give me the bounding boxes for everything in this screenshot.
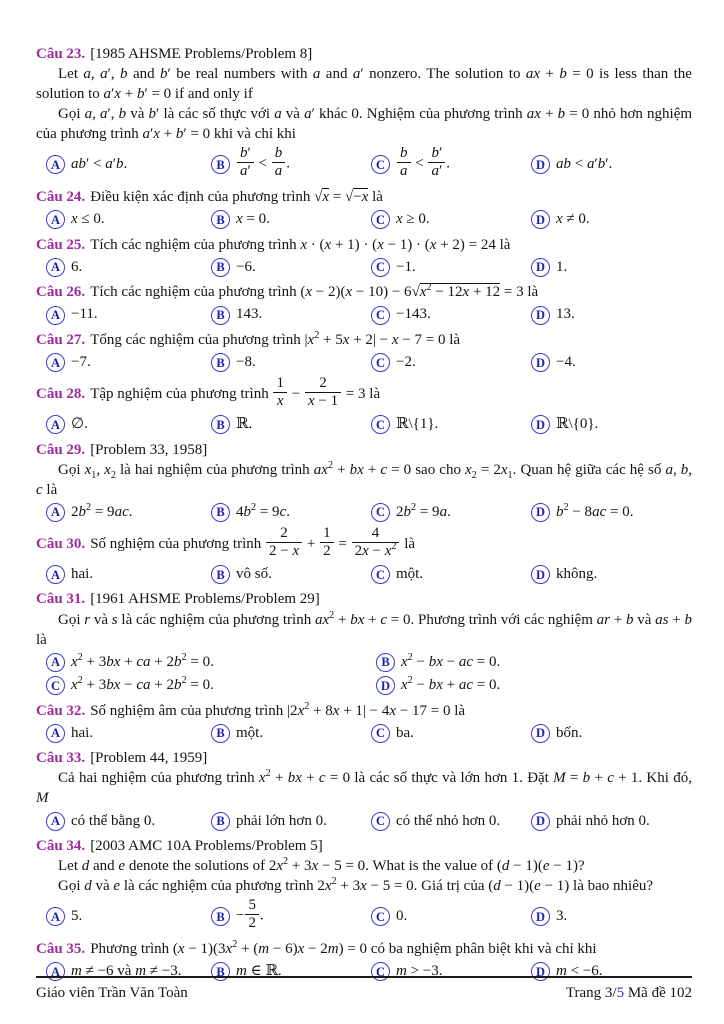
choice-text: −11. xyxy=(71,306,98,323)
question xyxy=(36,282,692,327)
question-label: Câu 23. xyxy=(36,46,86,62)
choice-text: hai. xyxy=(71,565,94,582)
choices-row xyxy=(36,413,692,437)
choice-letter-badge: A xyxy=(46,415,65,434)
choice-text: 13. xyxy=(556,306,575,323)
choices-row xyxy=(36,810,692,834)
question xyxy=(36,377,692,436)
question-lead-text: Tích các nghiệm của phương trình $(x - 2)(x - 10) - 6√x^2 - 12x + 12 = 3$ là xyxy=(90,282,539,301)
choice-letter-badge: B xyxy=(211,962,230,981)
question-paragraph: Gọi a, a′, b và b′ là các số thực với a và a′ khác 0. Nghiệm của phương trình ax + b = 0 nhỏ hơn nghiệm của phương trình a′x + b′ = 0 khi và chỉ khi xyxy=(36,106,693,143)
choice-text: ab′ < a′b. xyxy=(71,156,128,173)
choices-row xyxy=(36,501,692,525)
choice-text: −2. xyxy=(396,353,416,370)
choice-text: $x^2$ − bx + ac = 0. xyxy=(401,675,501,694)
choice-letter-badge: A xyxy=(46,812,65,831)
choice-option-A xyxy=(46,303,211,327)
choice-letter-badge: D xyxy=(531,812,550,831)
choice-option-B xyxy=(211,722,371,746)
choice-text: $4b^2 = 9c$. xyxy=(236,501,290,520)
choice-option-A xyxy=(46,501,211,525)
choice-option-A xyxy=(46,897,211,936)
choice-text: 0. xyxy=(396,907,408,924)
choice-letter-badge: C xyxy=(371,724,390,743)
choice-option-C xyxy=(371,303,531,327)
choice-text: một. xyxy=(236,724,264,741)
question xyxy=(36,44,692,184)
choice-letter-badge: A xyxy=(46,210,65,229)
choice-text: $x^2$ − bx − ac = 0. xyxy=(401,651,501,670)
choice-letter-badge: A xyxy=(46,155,65,174)
footer-page-info xyxy=(566,985,692,1002)
question-heading xyxy=(36,44,692,64)
choice-option-D xyxy=(531,208,692,232)
choice-option-C xyxy=(371,501,531,525)
choice-option-A xyxy=(46,563,211,587)
choice-option-A xyxy=(46,810,211,834)
choice-text: ℝ\{1}. xyxy=(396,416,439,433)
choice-letter-badge: C xyxy=(371,258,390,277)
question-label: Câu 30. xyxy=(36,536,86,553)
question-paragraph: Cả hai nghiệm của phương trình $x^2$ + bx + c = 0 là các số thực và lớn hơn 1. Đặt M = b + c + 1. Khi đó, M xyxy=(36,768,692,807)
question-label: Câu 32. xyxy=(36,702,86,719)
question-lead-text: Số nghiệm âm của phương trình $|2x^2 + 8x + 1| - 4x - 17 = 0$ là xyxy=(90,700,466,719)
choice-text: m > −3. xyxy=(396,963,443,980)
choice-letter-badge: C xyxy=(371,907,390,926)
choice-text: vô số. xyxy=(236,565,272,582)
choice-text: 6. xyxy=(71,258,83,275)
choice-option-D xyxy=(531,897,692,936)
question-lead-text: [1985 AHSME Problems/Problem 8] xyxy=(90,46,313,62)
choice-option-D xyxy=(531,722,692,746)
choice-text: −7. xyxy=(71,353,91,370)
choice-text: ∅. xyxy=(71,416,88,433)
choice-option-D xyxy=(531,145,692,184)
footer-page-total-link[interactable]: 5 xyxy=(616,985,625,1001)
choice-text: một. xyxy=(396,565,424,582)
question xyxy=(36,330,692,375)
question-lead-text: Tổng các nghiệm của phương trình $|x^2 + 5x + 2| - x - 7 = 0$ là xyxy=(90,329,461,348)
choice-letter-badge: B xyxy=(211,907,230,926)
choice-letter-badge: C xyxy=(371,306,390,325)
choice-letter-badge: A xyxy=(46,258,65,277)
choice-text: $2b^2 = 9a$. xyxy=(396,501,451,520)
choice-option-B xyxy=(211,413,371,437)
choice-letter-badge: A xyxy=(46,353,65,372)
choice-option-A xyxy=(46,722,211,746)
question-label: Câu 29. xyxy=(36,441,86,458)
question xyxy=(36,836,692,936)
choice-letter-badge: D xyxy=(531,907,550,926)
question-label: Câu 35. xyxy=(36,940,86,957)
choice-letter-badge: B xyxy=(211,565,230,584)
choice-text: m < −6. xyxy=(556,963,603,980)
choice-option-B xyxy=(211,208,371,232)
choice-text: x ≥ 0. xyxy=(396,211,430,228)
choice-letter-badge: D xyxy=(531,258,550,277)
choice-letter-badge: D xyxy=(531,565,550,584)
choice-letter-badge: C xyxy=(371,565,390,584)
question xyxy=(36,235,692,280)
choice-text: có thể nhỏ hơn 0. xyxy=(396,812,501,829)
choice-letter-badge: D xyxy=(531,724,550,743)
choice-option-A xyxy=(46,208,211,232)
choice-letter-badge: D xyxy=(531,155,550,174)
question-heading xyxy=(36,748,692,768)
question-lead-text: Tập nghiệm của phương trình $\frac{1}{x}$ − $\frac{2}{x - 1}$ = 3 là xyxy=(90,375,381,410)
choice-option-B xyxy=(211,563,371,587)
choices-row xyxy=(36,145,692,184)
choice-option-C xyxy=(371,722,531,746)
question-label: Câu 25. xyxy=(36,236,86,253)
choice-option-C xyxy=(46,674,376,698)
choice-option-D xyxy=(376,674,692,698)
choice-text: phải lớn hơn 0. xyxy=(236,812,327,829)
choice-text: 143. xyxy=(236,306,263,323)
choice-text: ba. xyxy=(396,724,414,741)
choice-letter-badge: C xyxy=(371,415,390,434)
choice-option-A xyxy=(46,651,376,675)
footer-divider xyxy=(36,976,692,978)
choice-text: ℝ. xyxy=(236,416,253,433)
footer-exam-code: Mã đề 102 xyxy=(624,985,692,1001)
choice-text: m ∈ ℝ. xyxy=(236,963,282,980)
choice-letter-badge: B xyxy=(376,653,395,672)
choice-letter-badge: D xyxy=(531,962,550,981)
choice-text: −1. xyxy=(396,258,416,275)
question-lead-text: [1961 AHSME Problems/Problem 29] xyxy=(90,591,320,608)
question-heading xyxy=(36,235,692,255)
choice-letter-badge: D xyxy=(531,415,550,434)
choice-letter-badge: C xyxy=(371,353,390,372)
choice-letter-badge: B xyxy=(211,812,230,831)
question-label: Câu 27. xyxy=(36,331,86,348)
choice-text: có thể bằng 0. xyxy=(71,812,156,829)
choice-letter-badge: B xyxy=(211,503,230,522)
choice-text: x = 0. xyxy=(236,211,270,228)
choice-text: m ≠ −6 và m ≠ −3. xyxy=(71,963,182,980)
choice-option-D xyxy=(531,501,692,525)
choice-option-C xyxy=(371,208,531,232)
choice-letter-badge: A xyxy=(46,724,65,743)
question-lead-text: [Problem 44, 1959] xyxy=(90,750,208,767)
choice-option-B xyxy=(211,145,371,184)
choice-letter-badge: C xyxy=(371,210,390,229)
choice-letter-badge: B xyxy=(211,353,230,372)
question-heading xyxy=(36,187,692,207)
choice-text: $x^2 + 3bx$ + ca + $2b^2 = 0$. xyxy=(71,651,214,670)
choice-letter-badge: C xyxy=(371,962,390,981)
choice-letter-badge: A xyxy=(46,653,65,672)
choice-option-C xyxy=(371,351,531,375)
choice-letter-badge: B xyxy=(211,155,230,174)
choice-option-A xyxy=(46,413,211,437)
choice-option-B xyxy=(211,810,371,834)
question-heading xyxy=(36,701,692,721)
question xyxy=(36,527,692,586)
page-footer xyxy=(36,976,692,1002)
choice-letter-badge: B xyxy=(211,210,230,229)
choice-option-C xyxy=(371,145,531,184)
choice-text: phải nhỏ hơn 0. xyxy=(556,812,650,829)
question-paragraph: Gọi r và s là các nghiệm của phương trình $ax^2$ + bx + c = 0. Phương trình với các nghiệm ar + b và as + b là xyxy=(36,609,692,648)
choice-option-B xyxy=(211,351,371,375)
choice-letter-badge: D xyxy=(531,353,550,372)
choice-letter-badge: A xyxy=(46,907,65,926)
choice-text: không. xyxy=(556,565,598,582)
question-label: Câu 31. xyxy=(36,591,86,608)
question-label: Câu 34. xyxy=(36,838,86,855)
choice-letter-badge: C xyxy=(371,155,390,174)
choice-option-A xyxy=(46,256,211,280)
footer-teacher-name: Giáo viên Trần Văn Toàn xyxy=(36,985,188,1001)
choices-row xyxy=(36,303,692,327)
choice-option-D xyxy=(531,351,692,375)
choice-text: −8. xyxy=(236,353,256,370)
question-label: Câu 24. xyxy=(36,189,86,206)
question-label: Câu 26. xyxy=(36,284,86,301)
choice-option-B xyxy=(211,303,371,327)
choice-letter-badge: A xyxy=(46,565,65,584)
choice-option-C xyxy=(371,413,531,437)
choice-letter-badge: B xyxy=(211,724,230,743)
choice-text: $x^2 + 3bx$ − ca + $2b^2 = 0$. xyxy=(71,675,214,694)
choices-row xyxy=(36,351,692,375)
choice-text: −4. xyxy=(556,353,576,370)
choice-text: 5. xyxy=(71,907,83,924)
question xyxy=(36,440,692,525)
choice-option-A xyxy=(46,351,211,375)
choice-text: 3. xyxy=(556,907,568,924)
choice-text: 1. xyxy=(556,258,568,275)
choice-text: x ≠ 0. xyxy=(556,211,590,228)
choice-text: ab < a′b′. xyxy=(556,156,613,173)
choice-letter-badge: D xyxy=(531,503,550,522)
question-heading xyxy=(36,527,692,562)
question-lead-text: Tích các nghiệm của phương trình x · (x + 1) · (x − 1) · (x + 2) = 24 là xyxy=(90,236,511,253)
choice-option-A xyxy=(46,145,211,184)
question-lead-text: Điều kiện xác định của phương trình √x = √−x là xyxy=(90,189,383,206)
choice-text: $2b^2 = 9ac$. xyxy=(71,501,133,520)
choice-text: $b^2 - 8ac = 0$. xyxy=(556,501,634,520)
choice-option-C xyxy=(371,810,531,834)
question-heading xyxy=(36,330,692,350)
choice-letter-badge: C xyxy=(46,676,65,695)
question-paragraph: Let d and e denote the solutions of $2x^2 + 3x - 5 = 0$. What is the value of (d − 1)(e − 1)? xyxy=(58,856,585,875)
choice-text: −143. xyxy=(396,306,431,323)
choice-letter-badge: B xyxy=(211,258,230,277)
question-heading xyxy=(36,440,692,460)
choice-option-D xyxy=(531,256,692,280)
choice-option-D xyxy=(531,810,692,834)
choices-row xyxy=(36,722,692,746)
choice-option-B xyxy=(376,651,692,675)
choice-option-B xyxy=(211,256,371,280)
questions-list xyxy=(36,44,692,984)
question-heading xyxy=(36,589,692,609)
choice-letter-badge: A xyxy=(46,503,65,522)
choice-letter-badge: D xyxy=(531,210,550,229)
choice-text: hai. xyxy=(71,724,94,741)
choice-letter-badge: C xyxy=(371,812,390,831)
question-lead-text: [Problem 33, 1958] xyxy=(90,441,208,458)
question-lead-text: [2003 AMC 10A Problems/Problem 5] xyxy=(90,838,323,855)
choice-letter-badge: D xyxy=(376,676,395,695)
choices-row xyxy=(36,897,692,936)
choice-option-B xyxy=(211,501,371,525)
question-lead-text: Số nghiệm của phương trình $\frac{2}{2 - x}$ + $\frac{1}{2}$ = $\frac{4}{2x - x^2}$ là xyxy=(90,525,416,560)
question-heading xyxy=(36,836,692,856)
choice-option-C xyxy=(371,563,531,587)
choice-option-C xyxy=(371,897,531,936)
question xyxy=(36,748,692,833)
choice-letter-badge: B xyxy=(211,415,230,434)
question-heading xyxy=(36,939,692,959)
choice-text: ℝ\{0}. xyxy=(556,416,599,433)
choice-letter-badge: D xyxy=(531,306,550,325)
choice-option-D xyxy=(531,413,692,437)
choices-row xyxy=(36,563,692,587)
question-heading xyxy=(36,377,692,412)
choice-option-B xyxy=(211,897,371,936)
choices-row xyxy=(36,208,692,232)
question xyxy=(36,701,692,746)
choice-option-C xyxy=(371,256,531,280)
choice-text: bốn. xyxy=(556,724,583,741)
question-paragraph: Gọi $x_1$, $x_2$ là hai nghiệm của phương trình $ax^2$ + bx + c = 0 sao cho $x_2 = 2x_1$. Quan hệ giữa các hệ số a, b, c là xyxy=(36,459,693,498)
question-paragraph: Gọi d và e là các nghiệm của phương trình $2x^2 + 3x - 5 = 0$. Giá trị của (d − 1)(e − 1) là bao nhiêu? xyxy=(58,876,654,895)
choices-row xyxy=(36,651,692,698)
choice-text: −6. xyxy=(236,258,256,275)
choice-text: − $\frac{5}{2}$ . xyxy=(236,897,264,932)
choice-letter-badge: A xyxy=(46,306,65,325)
choice-option-D xyxy=(531,563,692,587)
footer-page-label: Trang 3/ xyxy=(565,985,617,1001)
choice-text: $\frac{b'}{a'}$ < $\frac{b}{a}$ . xyxy=(236,147,290,182)
choices-row xyxy=(36,256,692,280)
choice-letter-badge: C xyxy=(371,503,390,522)
choice-text: $\frac{b}{a}$ < $\frac{b'}{a'}$ . xyxy=(396,147,450,182)
question-label: Câu 33. xyxy=(36,750,86,767)
choice-option-D xyxy=(531,303,692,327)
question-lead-text: Phương trình $(x - 1)(3x^2 + (m - 6)x - 2m) = 0$ có ba nghiệm phân biệt khi và chỉ khi xyxy=(90,938,597,957)
question-paragraph: Let a, a′, b and b′ be real numbers with a and a′ nonzero. The solution to ax + b = 0 is less than the solution to a′x + b′ = 0 if and only if xyxy=(36,66,692,103)
choice-text: x ≤ 0. xyxy=(71,211,105,228)
choice-letter-badge: B xyxy=(211,306,230,325)
question-label: Câu 28. xyxy=(36,386,86,403)
choice-letter-badge: A xyxy=(46,962,65,981)
question xyxy=(36,589,692,697)
question-heading xyxy=(36,282,692,302)
question xyxy=(36,187,692,232)
